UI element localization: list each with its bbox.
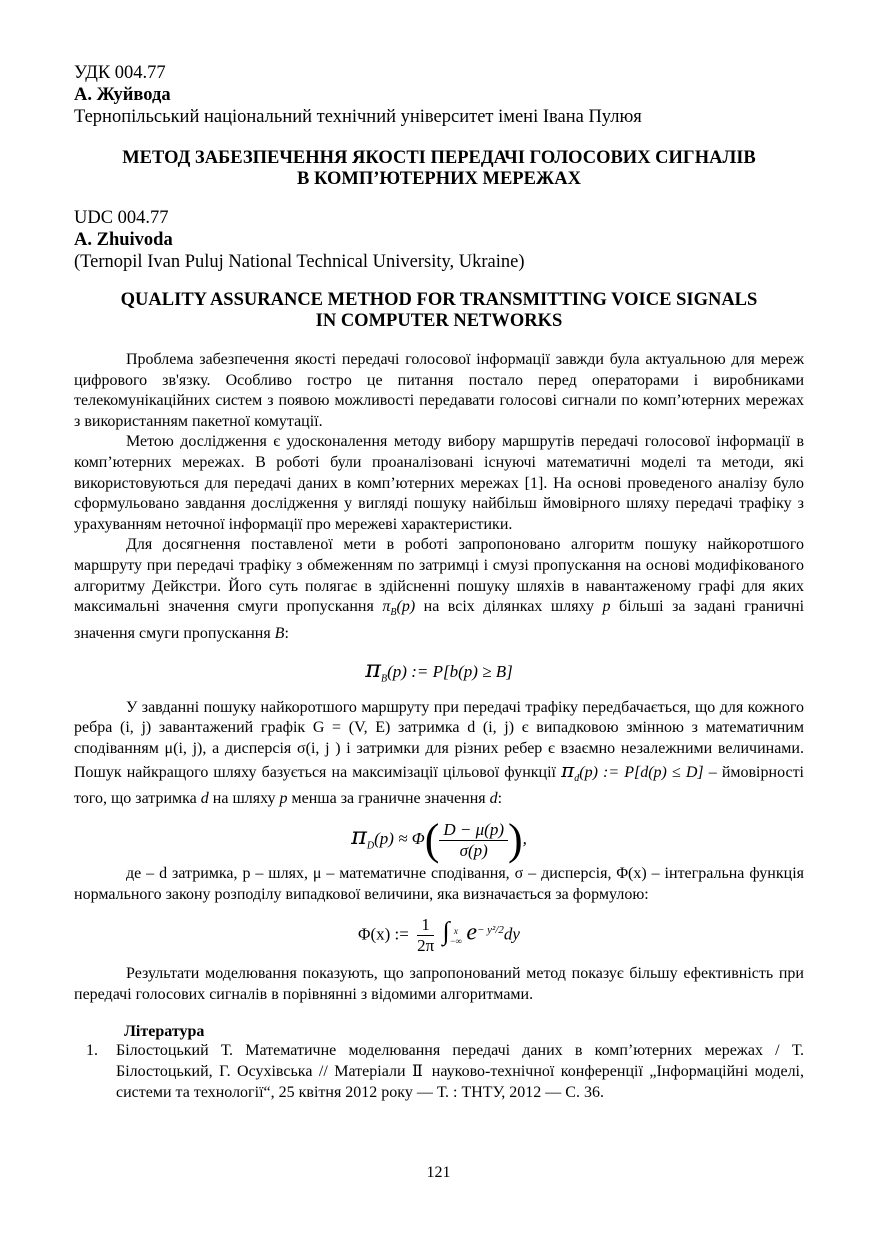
affiliation-ua: Тернопільський національний технічний університет імені Івана Пулюя — [74, 107, 642, 127]
udc-ua: УДК 004.77 — [74, 63, 166, 83]
reference-item — [86, 1041, 804, 1103]
literature-heading: Література — [124, 1023, 205, 1041]
title-ua-line2: В КОМП’ЮТЕРНИХ МЕРЕЖАХ — [297, 169, 581, 189]
paragraph-5: де – d затримка, p – шлях, μ – математичне сподівання, σ – дисперсія, Φ(x) – інтегральна функція нормального закону розподілу випадкової величини, яка визначається за формулою: — [74, 865, 804, 903]
paragraph-1: Проблема забезпечення якості передачі голосової інформації завжди була актуальною для мереж цифрового зв'язку. Особливо гостро це питання постало перед операторами і виробниками телекомунікаційних систем з появою можливості передавати голосові сигнали по комп’ютерних мережах з використанням пакетної комутації. — [74, 351, 804, 430]
formula-laplace-function: Φ(x) := $\frac{1}{2\pi}$ ∫ x −∞ $e^{- y^2/2}dy$ — [358, 915, 520, 956]
paragraph-4: У завданні пошуку найкоротшого маршруту при передачі трафіку передбачається, що для кожного ребра (i, j) завантажений графік G = (V, E) затримка d (i, j) є випадковою змінною з математичним сподіванням μ(i, j), а дисперсія σ(i, j ) і затримки для різних ребер є взаємно незалежними величинами. Пошук найкращого шляху базується на максимізації цільової функції $\pi_d(p)$ := P[d(p) ≤ D] – ймовірності того, що затримка d на шляху p менша за граничне значення d: — [74, 698, 804, 808]
paragraph-6: Результати моделювання показують, що запропонований метод показує більшу ефективність при передачі голосових сигналів в порівнянні з відомими алгоритмами. — [74, 965, 804, 1003]
paragraph-3: Для досягнення поставленої мети в роботі запропоновано алгоритм пошуку найкоротшого маршруту при передачі трафіку з обмеженням по затримці і смузі пропускання на основі модифікованого алгоритму Дейкстри. Його суть полягає в здійсненні пошуку шляхів в навантаженому графі для яких максимальні значення смуги пропускання $\pi_B(p)$ на всіх ділянках шляху p більші за задані граничні значення смуги пропускання B: — [74, 536, 805, 642]
title-en — [74, 290, 804, 332]
reference-text: Білостоцький Т. Математичне моделювання передачі даних в комп’ютерних мережах / Т. Білостоцький, Г. Осухівська // Матеріали Ⅱ науково-технічної конференції „Інформаційні моделі, системи та технології“, 25 квітня 2012 року — Т. : ТНТУ, 2012 — С. 36. — [116, 1042, 804, 1101]
title-ua — [74, 148, 804, 190]
pi-symbol: π — [365, 654, 382, 683]
author-en: A. Zhuivoda — [74, 230, 173, 250]
udc-en: UDC 004.77 — [74, 208, 169, 228]
reference-number: 1. — [86, 1042, 98, 1060]
paragraph-2: Метою дослідження є удосконалення методу вибору маршрутів передачі голосової інформації в комп’ютерних мережах. В роботі були проаналізовані існуючі математичні моделі та методи, які використовуються для передачі даних в комп’ютерних мережах [1]. На основі проведеного аналізу було сформульовано завдання дослідження у вигляді пошуку найбільш ймовірного шляху передачі трафіку з урахуванням неточної інформації про мережеві характеристики. — [74, 433, 804, 533]
formula-bandwidth: $\pi_B(p)$ := P[b(p) ≥ B] — [365, 654, 513, 684]
page-number: 121 — [426, 1164, 451, 1181]
abstract-body — [74, 350, 804, 1005]
author-ua: А. Жуйвода — [74, 85, 171, 105]
title-en-line2: IN COMPUTER NETWORKS — [315, 311, 563, 331]
page — [74, 58, 804, 1103]
formula-delay-probability: $\pi_D(p) \approx \Phi$( $\frac{D - \mu(p)}{\sigma(p)}$ ), — [351, 815, 527, 865]
literature-section — [74, 1023, 804, 1103]
title-ua-line1: МЕТОД ЗАБЕЗПЕЧЕННЯ ЯКОСТІ ПЕРЕДАЧІ ГОЛОСОВИХ СИГНАЛІВ — [122, 148, 756, 168]
affiliation-en: (Ternopil Ivan Puluj National Technical University, Ukraine) — [74, 252, 525, 272]
title-en-line1: QUALITY ASSURANCE METHOD FOR TRANSMITTING VOICE SIGNALS — [120, 290, 758, 310]
